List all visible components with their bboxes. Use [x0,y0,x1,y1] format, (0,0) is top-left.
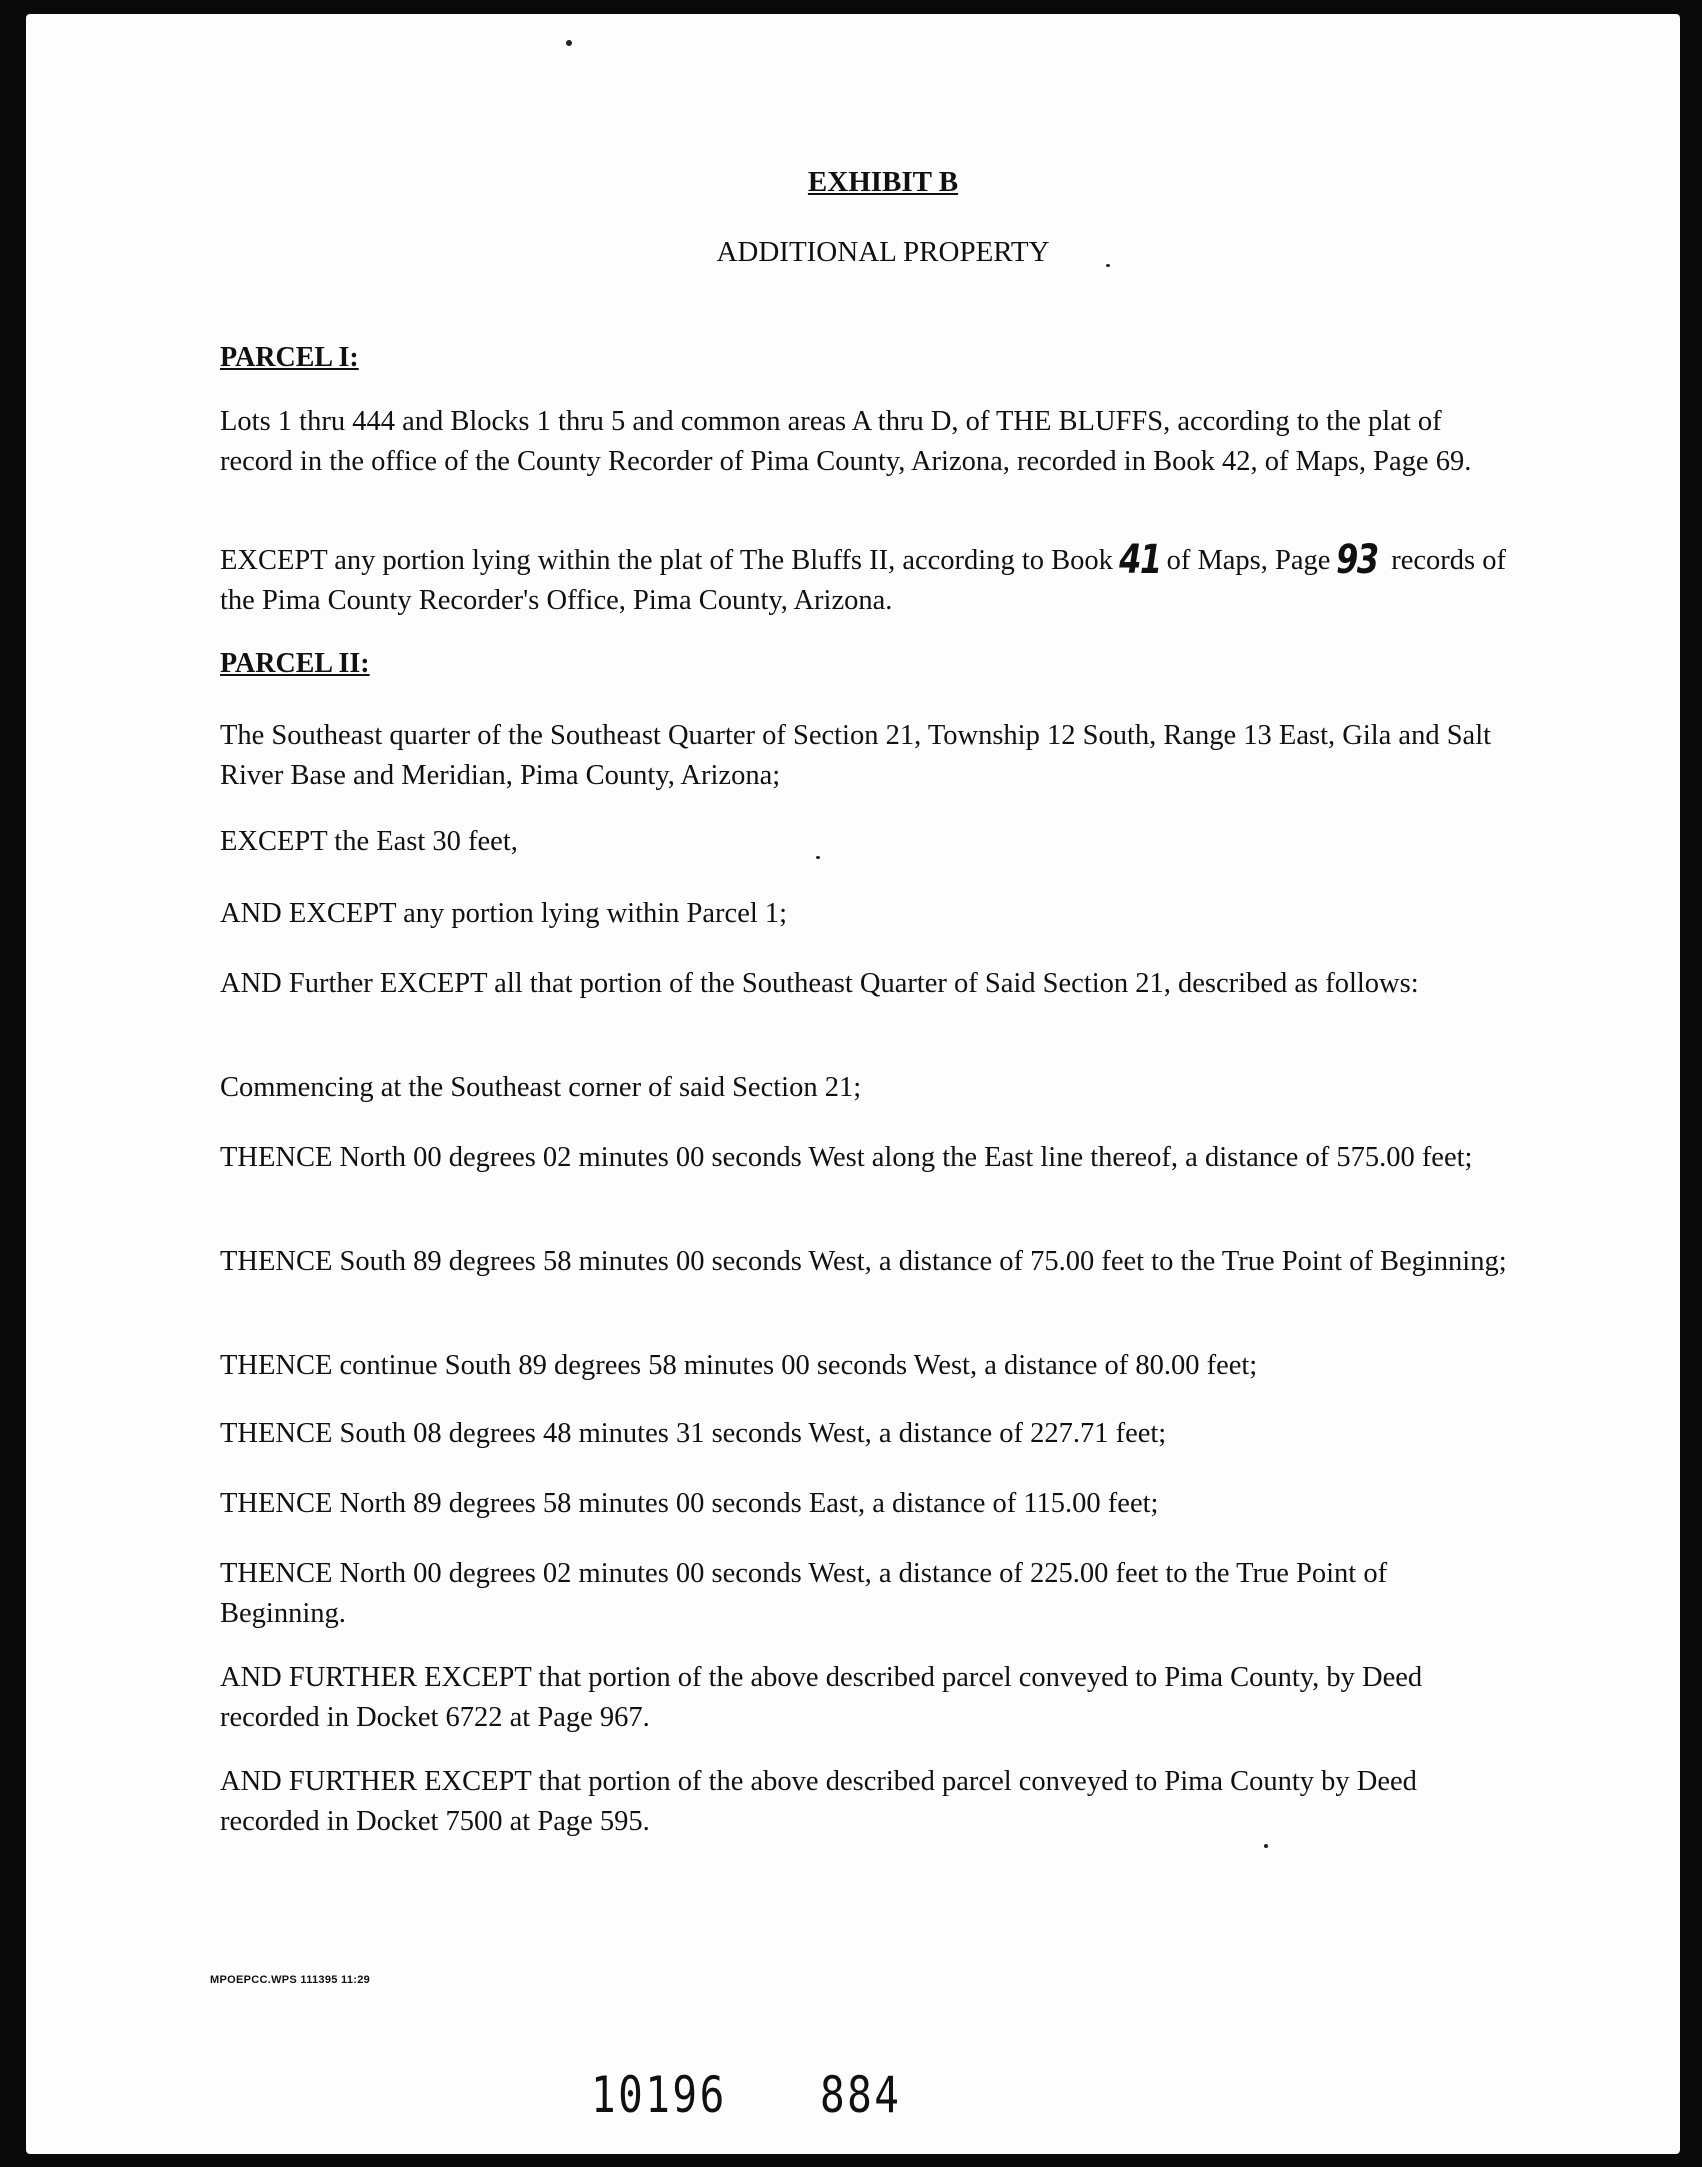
parcel-2-paragraph: AND Further EXCEPT all that portion of the Southeast Quarter of Said Section 21, described as follows: [220,968,1419,999]
parcel-2-paragraph: AND EXCEPT any portion lying within Parcel 1; [220,898,788,929]
parcel-2-paragraph: THENCE North 00 degrees 02 minutes 00 seconds West, a distance of 225.00 feet to the True Point of Beginning. [220,1558,1388,1629]
parcel-2-paragraph: THENCE North 00 degrees 02 minutes 00 seconds West along the East line thereof, a distance of 575.00 feet; [220,1142,1473,1173]
parcel-2-paragraph: AND FURTHER EXCEPT that portion of the above described parcel conveyed to Pima County, by Deed recorded in Docket 6722 at Page 967. [220,1662,1423,1733]
document-page [26,14,1680,2154]
scan-speck [566,40,572,46]
exhibit-title: EXHIBIT B [807,166,959,198]
parcel-1-label: PARCEL I: [220,342,359,373]
parcel-2-paragraph: The Southeast quarter of the Southeast Quarter of Section 21, Township 12 South, Range 13 East, Gila and Salt River Base and Meridian, Pima County, Arizona; [220,720,1492,791]
parcel-2-paragraph: THENCE South 08 degrees 48 minutes 31 seconds West, a distance of 227.71 feet; [220,1418,1167,1449]
parcel-2-paragraph: THENCE North 89 degrees 58 minutes 00 seconds East, a distance of 115.00 feet; [220,1488,1159,1519]
parcel-1-description: Lots 1 thru 444 and Blocks 1 thru 5 and common areas A thru D, of THE BLUFFS, according to the plat of record in the office of the County Recorder of Pima County, Arizona, recorded in Book 42, of Maps, Page 69. [220,406,1472,477]
parcel-2-paragraph: EXCEPT the East 30 feet, [220,826,518,857]
parcel-1-exception-text-3: records of the Pima County Recorder's Office, Pima County, Arizona. [220,545,1506,616]
page-number-stamp: 884 [820,2066,902,2124]
parcel-1-exception-text: EXCEPT any portion lying within the plat of The Bluffs II, according to Book [220,545,1113,576]
parcel-2-paragraph: THENCE South 89 degrees 58 minutes 00 seconds West, a distance of 75.00 feet to the True Point of Beginning; [220,1246,1507,1277]
file-code: MPOEPCC.WPS 111395 11:29 [210,1974,371,1986]
handwritten-page-number: 93 [1336,537,1378,583]
parcel-2-paragraph: THENCE continue South 89 degrees 58 minutes 00 seconds West, a distance of 80.00 feet; [220,1350,1258,1381]
handwritten-book-number: 41 [1119,537,1161,583]
parcel-1-exception [220,537,1510,621]
parcel-2-paragraph: AND FURTHER EXCEPT that portion of the above described parcel conveyed to Pima County by Deed recorded in Docket 7500 at Page 595. [220,1766,1417,1837]
docket-number-stamp: 10196 [591,2066,727,2124]
parcel-2-label: PARCEL II: [220,648,370,679]
parcel-1-exception-text-2: of Maps, Page [1166,545,1331,576]
exhibit-subtitle: ADDITIONAL PROPERTY [716,236,1050,268]
scan-speck [1264,1844,1268,1848]
parcel-2-paragraph: Commencing at the Southeast corner of said Section 21; [220,1072,862,1103]
